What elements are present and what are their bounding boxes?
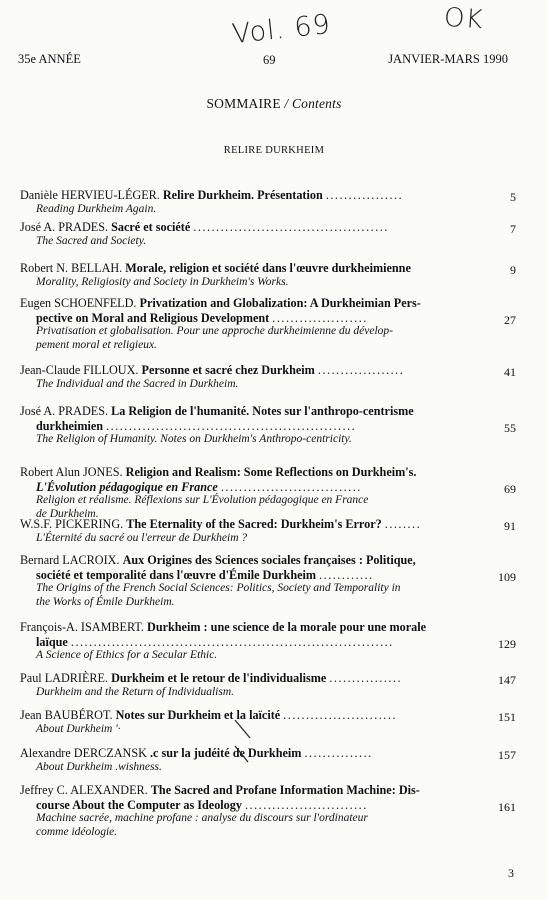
toc-entry-author: Eugen SCHOENFELD. bbox=[20, 296, 137, 310]
toc-entry-translation: Machine sacrée, machine profane : analyse du discours sur l'ordinateur bbox=[36, 812, 368, 824]
toc-entry-translation: Durkheim and the Return of Individualism. bbox=[36, 685, 235, 698]
toc-entry-page: 147 bbox=[498, 673, 516, 687]
toc-entry-author: Robert Alun JONES. bbox=[20, 465, 123, 479]
toc-entry-author: Bernard LACROIX. bbox=[20, 553, 120, 567]
toc-leader-dots: ....................................................................... bbox=[70, 634, 394, 649]
toc-entry-title-cont bbox=[36, 480, 476, 495]
toc-entry-translation: About Durkheim '· bbox=[36, 722, 121, 735]
toc-leader-dots: ................... bbox=[317, 363, 405, 377]
toc-entry bbox=[0, 517, 548, 545]
toc-entry-page: 27 bbox=[504, 312, 516, 327]
toc-entry bbox=[0, 671, 548, 699]
toc-entry-title bbox=[20, 465, 488, 480]
toc-entry-translation: de Durkheim. bbox=[36, 507, 99, 520]
toc-entry-page: 5 bbox=[510, 190, 516, 204]
toc-entry-translation: Morality, Religiosity and Society in Durkheim's Works. bbox=[36, 275, 289, 288]
toc-leader-dots: ..................... bbox=[272, 310, 368, 325]
toc-entry-author: Alexandre DERCZANSK bbox=[20, 746, 147, 760]
toc-leader-dots: ........................... bbox=[245, 797, 368, 812]
toc-entry bbox=[0, 363, 548, 391]
toc-entry-translation: The Individual and the Sacred in Durkheim. bbox=[36, 377, 239, 390]
toc-entry-title-text: The Sacred and Profane Information Machine: Dis- bbox=[150, 783, 420, 797]
toc-entry-translation: Religion et réalisme. Réflexions sur L'Évolution pédagogique en France bbox=[36, 494, 369, 506]
toc-entry-title-text: Durkheim et le retour de l'individualisme bbox=[111, 671, 327, 685]
toc-entry-author: Paul LADRIÈRE. bbox=[20, 671, 109, 685]
toc-entry bbox=[0, 620, 548, 663]
toc-leader-dots: ............................... bbox=[220, 479, 362, 494]
scan-mark-slash bbox=[232, 718, 254, 740]
toc-entry-translation: The Origins of the French Social Sciences: Politics, Society and Temporality in bbox=[36, 582, 401, 594]
footer-page-number: 3 bbox=[508, 866, 514, 880]
toc-entry-title bbox=[20, 220, 488, 235]
toc-entry-title-text: The Eternality of the Sacred: Durkheim's Error? bbox=[126, 517, 382, 531]
toc-entry bbox=[0, 261, 548, 289]
toc-entry-title-text: société et temporalité dans l'œuvre d'Émile Durkheim bbox=[36, 567, 317, 582]
toc-entry-translation: pement moral et religieux. bbox=[36, 338, 157, 351]
toc-entry bbox=[0, 465, 548, 521]
toc-entry-title-text: La Religion de l'humanité. Notes sur l'anthropo-centrisme bbox=[111, 404, 414, 418]
toc-entry-title-text: .c sur la judéité de Durkheim bbox=[149, 746, 302, 760]
title-sub: Contents bbox=[291, 96, 342, 111]
toc-entry-page: 161 bbox=[498, 799, 516, 814]
toc-entry-author: Jeffrey C. ALEXANDER. bbox=[20, 783, 148, 797]
toc-entry-page: 9 bbox=[510, 263, 516, 277]
handwritten-volume-note: Vol. 69 bbox=[230, 8, 333, 51]
toc-entry-translation: About Durkheim .wishness. bbox=[36, 760, 162, 773]
toc-entry-translation: comme idéologie. bbox=[36, 825, 118, 838]
toc-entry-title bbox=[20, 188, 488, 203]
toc-leader-dots: ......................... bbox=[283, 708, 397, 722]
toc-entry bbox=[0, 220, 548, 248]
toc-entry-translation: The Religion of Humanity. Notes on Durkheim's Anthropo-centricity. bbox=[36, 433, 352, 445]
toc-entry-title-text: Relire Durkheim. Présentation bbox=[162, 188, 323, 202]
toc-entry-title-text: Religion and Realism: Some Reflections on Durkheim's. bbox=[125, 465, 417, 479]
toc-entry-page: 151 bbox=[498, 710, 516, 724]
section-heading: RELIRE DURKHEIM bbox=[223, 145, 325, 156]
toc-entry-translation: A Science of Ethics for a Secular Ethic. bbox=[36, 649, 218, 661]
toc-entry bbox=[0, 296, 548, 352]
toc-entry-author: W.S.F. PICKERING. bbox=[20, 517, 124, 531]
toc-entry-page: 7 bbox=[510, 222, 516, 236]
toc-entry bbox=[0, 553, 548, 609]
toc-entry bbox=[0, 746, 548, 774]
toc-entry bbox=[0, 188, 548, 216]
header-year: 35e ANNÉE bbox=[18, 52, 81, 66]
toc-leader-dots: ....................................................... bbox=[106, 418, 357, 433]
toc-entry-title-text: L'Évolution pédagogique en France bbox=[36, 479, 218, 494]
toc-entry-title-text: Privatization and Globalization: A Durkheimian Pers- bbox=[139, 296, 421, 310]
toc-leader-dots: ........ bbox=[384, 517, 422, 531]
toc-entry-title-cont bbox=[36, 568, 476, 583]
toc-entry-title-text: Morale, religion et société dans l'œuvre durkheimienne bbox=[125, 261, 411, 275]
toc-entry-page: 109 bbox=[498, 569, 516, 584]
header-page-number: 69 bbox=[263, 53, 276, 67]
toc-entry-translation: the Works of Émile Durkheim. bbox=[36, 595, 175, 608]
toc-entry-title-text: pective on Moral and Religious Development bbox=[36, 310, 270, 325]
page-title bbox=[0, 96, 548, 112]
toc-entry-title bbox=[20, 746, 488, 761]
toc-entry-page: 69 bbox=[504, 481, 516, 496]
toc-entry-title-text: Notes sur Durkheim et la laïcité bbox=[115, 708, 281, 722]
toc-entry-title bbox=[20, 671, 488, 686]
toc-entry-author: José A. PRADES. bbox=[20, 404, 109, 418]
toc-entry-page: 41 bbox=[504, 365, 516, 379]
toc-entry-author: Jean BAUBÉROT. bbox=[20, 708, 113, 722]
title-main: SOMMAIRE bbox=[206, 96, 281, 111]
toc-entry-page: 129 bbox=[498, 636, 516, 651]
toc-entry-title-text: course About the Computer as Ideology bbox=[36, 797, 242, 812]
toc-leader-dots: ................. bbox=[325, 188, 404, 202]
toc-entry-author: François-A. ISAMBERT. bbox=[20, 620, 144, 634]
toc-leader-dots: ............ bbox=[319, 567, 374, 582]
toc-entry-title bbox=[20, 404, 488, 419]
header-date: JANVIER-MARS 1990 bbox=[388, 52, 508, 66]
toc-entry bbox=[0, 404, 548, 447]
toc-entry-translation: Reading Durkheim Again. bbox=[36, 202, 157, 215]
toc-entry-title-text: laïque bbox=[36, 634, 68, 649]
toc-leader-dots: ............... bbox=[304, 746, 373, 760]
toc-entry-title bbox=[20, 708, 488, 723]
scan-mark-slash-2 bbox=[232, 744, 254, 766]
toc-entry-title bbox=[20, 261, 488, 276]
toc-entry-page: 91 bbox=[504, 519, 516, 533]
toc-entry-title-text: Sacré et société bbox=[111, 220, 191, 234]
toc-entry-title bbox=[20, 517, 488, 532]
toc-entry bbox=[0, 708, 548, 736]
toc-entry-title-cont bbox=[36, 798, 476, 813]
toc-entry-title-cont bbox=[36, 635, 476, 650]
toc-entry-translation: Privatisation et globalisation. Pour une approche durkheimienne du dévelop- bbox=[36, 325, 393, 337]
toc-entry-title bbox=[20, 363, 488, 378]
toc-entry-title-text: Aux Origines des Sciences sociales françaises : Politique, bbox=[122, 553, 416, 567]
toc-entry-page: 55 bbox=[504, 420, 516, 435]
toc-leader-dots: ........................................... bbox=[193, 220, 389, 234]
toc-entry-author: Danièle HERVIEU-LÉGER. bbox=[20, 188, 160, 202]
toc-entry-translation: L'Éternité du sacré ou l'erreur de Durkheim ? bbox=[36, 531, 248, 544]
handwritten-ok-note: OK bbox=[443, 2, 485, 36]
toc-entry-author: Jean-Claude FILLOUX. bbox=[20, 363, 139, 377]
toc-entry-author: José A. PRADES. bbox=[20, 220, 109, 234]
toc-entry-title-cont bbox=[36, 419, 476, 434]
toc-entry bbox=[0, 783, 548, 839]
toc-entry-title bbox=[20, 783, 488, 798]
toc-entry-title-text: Personne et sacré chez Durkheim bbox=[141, 363, 315, 377]
toc-entry-title bbox=[20, 620, 488, 635]
title-separator: / bbox=[280, 96, 292, 111]
toc-entry-title-text: durkheimien bbox=[36, 418, 104, 433]
toc-entry-page: 157 bbox=[498, 748, 516, 762]
toc-entry-title-text: Durkheim : une science de la morale pour une morale bbox=[147, 620, 427, 634]
toc-entry-title-cont bbox=[36, 311, 476, 326]
toc-entry-title bbox=[20, 553, 488, 568]
toc-entry-author: Robert N. BELLAH. bbox=[20, 261, 123, 275]
toc-entry-title bbox=[20, 296, 488, 311]
toc-leader-dots: ................ bbox=[329, 671, 403, 685]
toc-entry-translation: The Sacred and Society. bbox=[36, 234, 147, 247]
